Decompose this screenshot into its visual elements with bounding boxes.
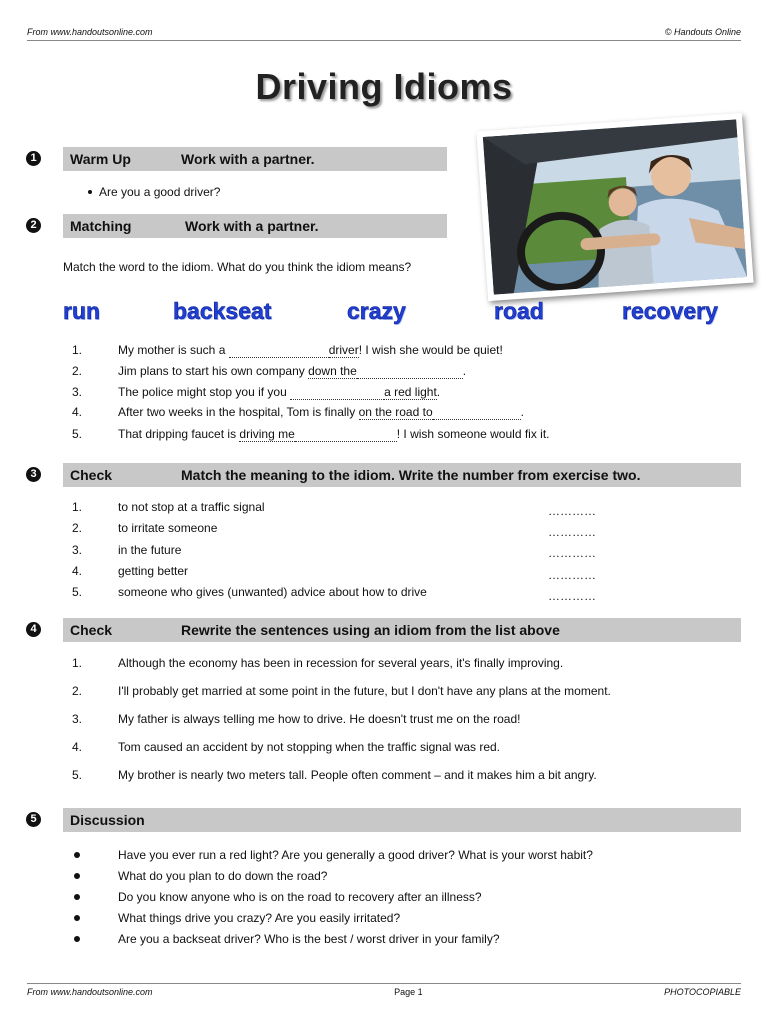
section-bar-warm-up <box>63 147 447 171</box>
matching-intro: Match the word to the idiom. What do you think the idiom means? <box>63 260 412 274</box>
section-label: Discussion <box>70 812 145 828</box>
section-bar-check-rewrite <box>63 618 741 642</box>
bullet-icon <box>88 190 92 194</box>
word-recovery: recovery <box>622 298 718 324</box>
answer-blank[interactable] <box>295 429 397 442</box>
section-number-4: 4 <box>26 622 41 637</box>
footer-photocopiable: PHOTOCOPIABLE <box>664 987 741 997</box>
discussion-question: What things drive you crazy? Are you easily irritated? <box>118 911 401 925</box>
answer-blank[interactable] <box>290 387 384 400</box>
answer-blank[interactable]: ………… <box>548 546 596 560</box>
header-source: From www.handoutsonline.com <box>27 27 153 37</box>
answer-blank[interactable]: ………… <box>548 568 596 582</box>
bullet-icon <box>74 894 80 900</box>
list-item: 5. someone who gives (unwanted) advice about how to drive <box>72 585 427 599</box>
discussion-question: Do you know anyone who is on the road to recovery after an illness? <box>118 890 482 904</box>
list-item: 3. in the future <box>72 543 182 557</box>
bullet-icon <box>74 936 80 942</box>
discussion-question: What do you plan to do down the road? <box>118 869 328 883</box>
section-bar-check-matching <box>63 463 741 487</box>
section-instruction: Work with a partner. <box>185 218 319 234</box>
list-item: 4. Tom caused an accident by not stopping when the traffic signal was red. <box>72 740 501 754</box>
answer-blank[interactable] <box>229 345 329 358</box>
bullet-icon <box>74 915 80 921</box>
answer-blank[interactable] <box>357 366 463 379</box>
section-instruction: Work with a partner. <box>181 151 315 167</box>
list-item: 3. The police might stop you if you a red light. <box>72 385 441 399</box>
bullet-icon <box>74 873 80 879</box>
warmup-question: Are you a good driver? <box>99 185 221 199</box>
bullet-icon <box>74 852 80 858</box>
section-number-1: 1 <box>26 151 41 166</box>
list-item: 5. My brother is nearly two meters tall. People often comment – and it makes him a bit angry. <box>72 768 597 782</box>
footer-source: From www.handoutsonline.com <box>27 987 153 997</box>
list-item: 2. Jim plans to start his own company down the . <box>72 364 467 378</box>
word-backseat: backseat <box>173 298 272 324</box>
word-run: run <box>63 298 101 324</box>
section-number-2: 2 <box>26 218 41 233</box>
word-road: road <box>494 298 544 324</box>
section-bar-discussion <box>63 808 741 832</box>
list-item: 1. to not stop at a traffic signal <box>72 500 265 514</box>
word-crazy: crazy <box>347 298 406 324</box>
list-item: 4. After two weeks in the hospital, Tom is finally on the road to . <box>72 405 524 419</box>
answer-blank[interactable]: ………… <box>548 589 596 603</box>
page-number: Page 1 <box>394 987 423 997</box>
section-label: Matching <box>70 218 132 234</box>
list-item: 1. Although the economy has been in recession for several years, it's finally improving. <box>72 656 564 670</box>
discussion-question: Have you ever run a red light? Are you generally a good driver? What is your worst habit? <box>118 848 593 862</box>
discussion-question: Are you a backseat driver? Who is the best / worst driver in your family? <box>118 932 500 946</box>
header-copyright: © Handouts Online <box>664 27 741 37</box>
section-instruction: Rewrite the sentences using an idiom from the list above <box>181 622 560 638</box>
section-bar-matching <box>63 214 447 238</box>
section-label: Warm Up <box>70 151 131 167</box>
section-instruction: Match the meaning to the idiom. Write the number from exercise two. <box>181 467 641 483</box>
section-number-3: 3 <box>26 467 41 482</box>
list-item: 2. I'll probably get married at some point in the future, but I don't have any plans at the moment. <box>72 684 611 698</box>
section-label: Check <box>70 467 113 483</box>
list-item: 2. to irritate someone <box>72 521 218 535</box>
answer-blank[interactable]: ………… <box>548 525 596 539</box>
page-title: Driving Idioms <box>255 66 513 107</box>
page-header <box>27 27 741 41</box>
list-item: 5. That dripping faucet is driving me ! I wish someone would fix it. <box>72 427 550 441</box>
list-item: 3. My father is always telling me how to drive. He doesn't trust me on the road! <box>72 712 521 726</box>
section-label: Check <box>70 622 113 638</box>
list-item: 4. getting better <box>72 564 189 578</box>
section-number-5: 5 <box>26 812 41 827</box>
answer-blank[interactable] <box>433 407 521 420</box>
answer-blank[interactable]: ………… <box>548 504 596 518</box>
list-item: 1. My mother is such a driver! I wish she would be quiet! <box>72 343 503 357</box>
driver-photo <box>476 113 753 301</box>
page-footer <box>27 983 741 997</box>
